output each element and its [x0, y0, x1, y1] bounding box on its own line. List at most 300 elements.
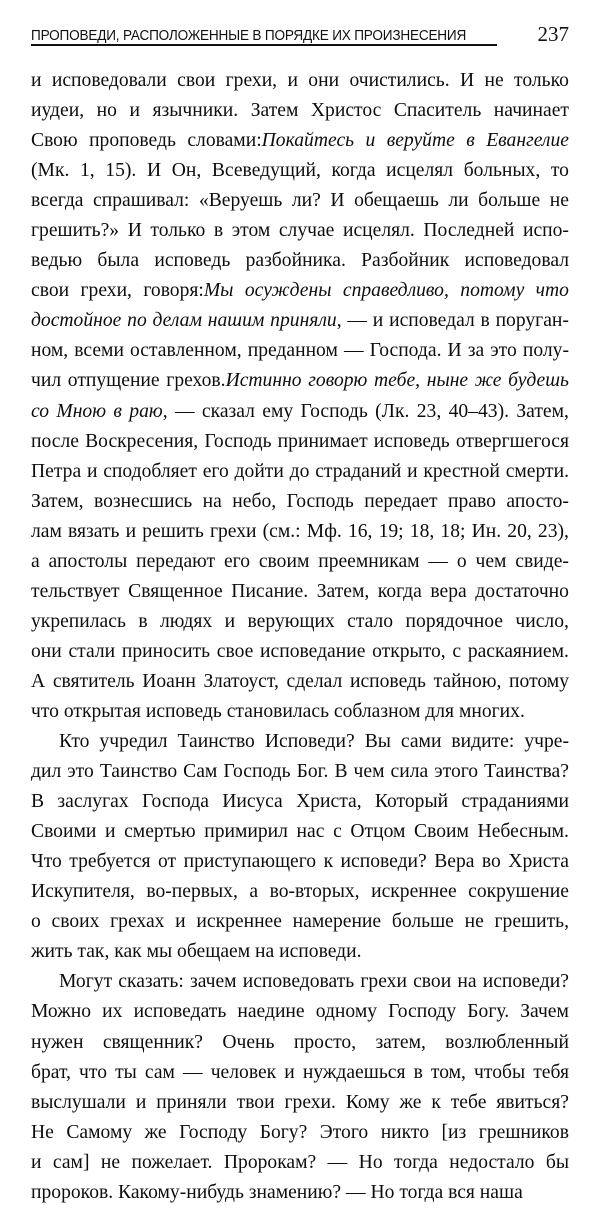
text-run: и [129, 100, 140, 122]
text-word [31, 276, 69, 306]
text-run: требуется [69, 851, 151, 873]
text-run: — [343, 340, 364, 362]
text-line [31, 787, 569, 817]
text-word [331, 156, 375, 186]
text-run: Господа. [369, 340, 442, 362]
text-word [494, 907, 569, 937]
text-run: вознесшись [94, 490, 193, 512]
text-run: отвергшегося [455, 430, 569, 452]
text-run: грешить, [494, 911, 569, 933]
text-word [203, 457, 229, 487]
text-word [31, 787, 44, 817]
text-run: веруйте [386, 130, 455, 152]
text-run: исповеди? [340, 851, 427, 873]
text-run: страданий [315, 460, 402, 482]
text-line [31, 126, 569, 156]
running-head [31, 16, 569, 46]
text-word [260, 637, 365, 667]
text-run: И [146, 160, 162, 182]
text-word [371, 877, 457, 907]
text-word [129, 397, 167, 427]
text-run: сам] [52, 1151, 90, 1173]
text-run: затем, [375, 1031, 426, 1053]
text-word [199, 186, 282, 216]
text-run: это [490, 340, 517, 362]
text-line [31, 306, 569, 336]
text-word [297, 757, 329, 787]
text-word [386, 156, 453, 186]
text-run: ведью [31, 250, 83, 272]
text-run: Вы [364, 731, 391, 753]
text-line [31, 1178, 569, 1208]
text-word [474, 1058, 525, 1088]
text-line [31, 727, 569, 757]
text-run: его [223, 550, 251, 572]
text-run: же [144, 1121, 167, 1143]
text-line [31, 937, 569, 967]
text-word [460, 66, 474, 96]
text-word [105, 817, 116, 847]
text-run: ном, [31, 340, 69, 362]
text-word [484, 66, 503, 96]
text-run: решить [142, 520, 204, 542]
text-run: Могут [59, 971, 113, 993]
text-line [31, 1028, 569, 1058]
text-run: Вера [434, 851, 475, 873]
text-run: Своим [414, 821, 469, 843]
text-run: и [372, 310, 384, 332]
text-run: по [127, 310, 147, 332]
text-run: смертью [124, 821, 196, 843]
text-run: человек [210, 1061, 277, 1083]
text-word [434, 757, 478, 787]
text-line [31, 216, 569, 246]
text-word [311, 96, 381, 126]
text-word [551, 156, 569, 186]
text-run: нужен [31, 1031, 84, 1053]
text-line [31, 847, 569, 877]
text-word [381, 1118, 429, 1148]
text-line [31, 336, 569, 366]
text-run: со [31, 400, 50, 422]
text-line [31, 427, 569, 457]
text-line [31, 186, 569, 216]
text-word [31, 1118, 54, 1148]
text-run: и [287, 70, 298, 91]
text-run: бы [545, 1151, 569, 1173]
text-run: они [31, 640, 62, 662]
text-run: в [466, 130, 475, 152]
text-word [465, 246, 569, 276]
text-run: 16, [347, 520, 373, 542]
text-word [237, 997, 304, 1027]
text-run: больше [391, 911, 454, 933]
text-word [317, 577, 370, 607]
text-run: пожелает. [131, 1151, 213, 1173]
text-word [476, 547, 507, 577]
text-word [265, 727, 355, 757]
text-word [217, 637, 254, 667]
text-run: Всеведущий, [211, 160, 321, 182]
text-run: Своими [31, 821, 97, 843]
text-run: апостолы [48, 550, 128, 572]
text-word [223, 757, 290, 787]
text-run: грехи, [80, 280, 132, 302]
text-run: своих [51, 911, 100, 933]
text-word [179, 1118, 247, 1148]
text-word [52, 907, 100, 937]
text-run: стало [347, 610, 394, 632]
text-run: Он, [171, 160, 202, 182]
text-run: 1, [79, 160, 95, 182]
text-run: грешников [478, 1121, 569, 1143]
text-run: тебе [450, 1091, 487, 1113]
text-run: намерение [292, 911, 382, 933]
text-run: «Веруешь [198, 190, 283, 212]
text-line [31, 577, 569, 607]
text-word [464, 156, 541, 186]
text-run: искреннее [371, 881, 457, 903]
text-run: сила [390, 761, 429, 783]
text-run: и [31, 70, 42, 91]
text-run: свои [413, 971, 452, 993]
text-word [406, 607, 503, 637]
text-word [550, 186, 569, 216]
text-word [81, 276, 132, 306]
text-word [278, 427, 368, 457]
text-run: достаточно [475, 580, 569, 602]
text-word [212, 156, 321, 186]
text-word [546, 1148, 569, 1178]
text-word [374, 427, 450, 457]
text-word [31, 1088, 126, 1118]
text-run: обещаешь [354, 190, 439, 212]
text-word [279, 216, 335, 246]
text-run: дил [31, 761, 62, 783]
text-word [94, 487, 192, 517]
text-run: сподобляет [103, 460, 197, 482]
text-word [308, 66, 339, 96]
text-line [31, 697, 569, 727]
text-word [448, 487, 496, 517]
text-run: ли? [291, 190, 321, 212]
text-word [324, 847, 334, 877]
text-word [494, 96, 569, 126]
text-run: их [102, 1001, 123, 1023]
text-run: чем [353, 761, 385, 783]
text-run: Ин. [471, 520, 502, 542]
text-run: а [249, 881, 259, 903]
text-run: не [100, 1151, 121, 1173]
text-run: стали [68, 640, 116, 662]
text-word [410, 517, 435, 547]
text-word [451, 727, 514, 757]
text-run: Исповеди? [264, 731, 355, 753]
text-run: и [407, 460, 418, 482]
text-word [31, 306, 121, 336]
text-word [394, 1148, 438, 1178]
text-run: Таинства? [484, 761, 569, 783]
text-run: исповедь [349, 670, 426, 692]
text-run: сокрушение [468, 881, 569, 903]
text-word [262, 397, 293, 427]
text-run: чил [31, 370, 62, 392]
text-word [31, 487, 84, 517]
text-run: в [113, 400, 122, 422]
text-run: Господа [141, 791, 209, 813]
text-line [31, 487, 569, 517]
text-word [248, 607, 335, 637]
text-run: в [413, 1061, 423, 1083]
text-run: Господь [223, 761, 291, 783]
text-run: — [327, 1151, 348, 1173]
text-word [401, 727, 442, 757]
text-run: делам [152, 310, 202, 332]
text-word [520, 997, 569, 1027]
text-run: говоря: [143, 280, 204, 302]
text-word [308, 366, 367, 396]
text-line [31, 96, 569, 126]
text-run: , [336, 310, 342, 332]
text-word [210, 517, 257, 547]
text-word [427, 366, 468, 396]
text-run: Очень [222, 1031, 275, 1053]
text-run: только [514, 70, 569, 91]
text-word [103, 1028, 203, 1058]
text-run: Бог. [296, 761, 329, 783]
text-line [31, 1058, 569, 1088]
text-word [414, 1058, 423, 1088]
text-run: принимает [277, 430, 368, 452]
text-run: Затем, [516, 400, 569, 422]
text-run: И [127, 220, 142, 242]
text-word [482, 847, 501, 877]
text-run: твои [236, 1091, 275, 1113]
text-run: не [484, 70, 504, 91]
text-word [346, 1088, 390, 1118]
text-run: передает [364, 490, 438, 512]
text-run: Который [374, 791, 449, 813]
text-run: Самому [66, 1121, 133, 1143]
text-run: исповедь [154, 250, 231, 272]
text-word [472, 517, 502, 547]
text-word [270, 877, 360, 907]
text-line [31, 156, 569, 186]
text-run: в [213, 220, 224, 242]
text-word [115, 1058, 137, 1088]
text-run: грехи, [225, 70, 278, 91]
text-word [360, 967, 407, 997]
text-run: Небесным. [477, 821, 569, 843]
text-word [366, 126, 376, 156]
text-run: это [67, 761, 94, 783]
text-run: очистились. [349, 70, 450, 91]
text-word [413, 967, 451, 997]
text-word [509, 667, 569, 697]
text-word [430, 577, 466, 607]
text-run: людях [160, 610, 213, 632]
text-word [457, 967, 476, 997]
text-word [142, 667, 196, 697]
text-run: жить так, как мы обещаем на исповеди. [31, 941, 362, 963]
text-word [448, 186, 468, 216]
text-word [378, 577, 422, 607]
text-line [31, 397, 569, 427]
text-word [31, 427, 79, 457]
text-word [538, 517, 569, 547]
text-word [87, 457, 98, 487]
text-run: и [125, 520, 137, 542]
text-run: раскаянием. [467, 640, 569, 662]
text-run: лам [31, 520, 62, 542]
text-run: Но [358, 1151, 383, 1173]
text-word [79, 1058, 107, 1088]
text-run: крестной [423, 460, 500, 482]
text-word [93, 186, 189, 216]
text-run: испо- [522, 220, 569, 242]
text-word [508, 847, 569, 877]
text-word [483, 967, 569, 997]
text-word [374, 366, 420, 396]
text-word [126, 517, 137, 547]
text-word [190, 967, 237, 997]
text-run: своим [258, 550, 310, 572]
text-word [389, 306, 475, 336]
text-word [225, 607, 236, 637]
text-run: явиться? [496, 1091, 569, 1113]
text-run: Покайтесь [261, 130, 355, 152]
text-word [481, 306, 490, 336]
text-line [31, 907, 569, 937]
text-run: приняли [270, 310, 337, 332]
text-word [138, 607, 147, 637]
text-run: преемникам [318, 550, 420, 572]
text-word [153, 96, 239, 126]
text-run: нас [296, 821, 325, 843]
text-word [301, 397, 368, 427]
text-run: одному [315, 1001, 378, 1023]
text-run: исповедать [133, 1001, 227, 1023]
text-word [354, 186, 439, 216]
text-word [31, 96, 84, 126]
page-number: 237 [537, 22, 569, 46]
text-word [69, 847, 150, 877]
text-run: к [323, 851, 334, 873]
text-word [350, 817, 405, 847]
text-run: Последней [423, 220, 515, 242]
text-word [440, 517, 465, 547]
text-run: Иисуса [222, 791, 283, 813]
text-word [31, 817, 96, 847]
text-line [31, 607, 569, 637]
text-run: Господу [179, 1121, 248, 1143]
text-run: 18, [409, 520, 435, 542]
text-word [330, 186, 344, 216]
text-word [475, 577, 569, 607]
text-run: ныне [426, 370, 469, 392]
text-run: Евангелие [486, 130, 569, 152]
text-run: сказал [201, 400, 255, 422]
text-run: И [330, 190, 345, 212]
text-run: ли [448, 190, 469, 212]
text-word [113, 397, 122, 427]
text-word [490, 336, 517, 366]
text-run: Златоуст, [203, 670, 279, 692]
text-word [486, 126, 569, 156]
text-word [142, 517, 204, 547]
text-line [31, 246, 569, 276]
text-run: в [138, 610, 148, 632]
text-run: Свою [31, 130, 78, 152]
text-word [449, 1148, 534, 1178]
text-word [67, 757, 94, 787]
text-word [361, 246, 449, 276]
text-run: — [347, 310, 368, 332]
text-word [375, 397, 409, 427]
text-word [315, 457, 401, 487]
text-run: говорю [308, 370, 368, 392]
text-line [31, 757, 569, 787]
text-run: дойти [234, 460, 284, 482]
text-line [31, 1118, 569, 1148]
text-word [89, 126, 176, 156]
text-run: этого [434, 761, 479, 783]
text-run: проповедь [89, 130, 176, 152]
text-word [31, 517, 62, 547]
text-word [524, 727, 569, 757]
text-word [85, 427, 198, 457]
text-run: во-первых, [146, 881, 238, 903]
text-word [146, 877, 238, 907]
text-word [175, 907, 186, 937]
text-word [136, 547, 215, 577]
text-line [31, 997, 569, 1027]
text-word [74, 336, 124, 366]
text-run: и [365, 130, 376, 152]
text-run: открыто, [372, 640, 446, 662]
text-word [97, 246, 139, 276]
text-run: Можно [31, 1001, 92, 1023]
text-word [128, 577, 223, 607]
text-run: 20, [507, 520, 532, 542]
text-line [31, 547, 569, 577]
text-word [303, 1058, 406, 1088]
text-word [232, 216, 271, 246]
text-word [129, 96, 140, 126]
text-word [354, 757, 385, 787]
text-run: 18; [440, 520, 466, 542]
text-word [333, 817, 342, 847]
text-line [31, 637, 569, 667]
text-run: Зачем [520, 1001, 569, 1023]
text-run: на [202, 490, 222, 512]
text-word [407, 457, 418, 487]
text-run: Кому [345, 1091, 390, 1113]
text-run: Воскресения, [85, 430, 199, 452]
text-word [468, 336, 484, 366]
text-word [375, 787, 448, 817]
text-word [392, 907, 454, 937]
text-word [394, 96, 481, 126]
text-run: исцелял. [342, 220, 415, 242]
text-run: святитель [52, 670, 135, 692]
text-run: Мы [203, 280, 234, 302]
text-run: Затем [250, 100, 299, 122]
text-run: просто, [293, 1031, 357, 1053]
text-run: с [333, 821, 342, 843]
text-word [105, 156, 136, 186]
text-word [203, 667, 278, 697]
